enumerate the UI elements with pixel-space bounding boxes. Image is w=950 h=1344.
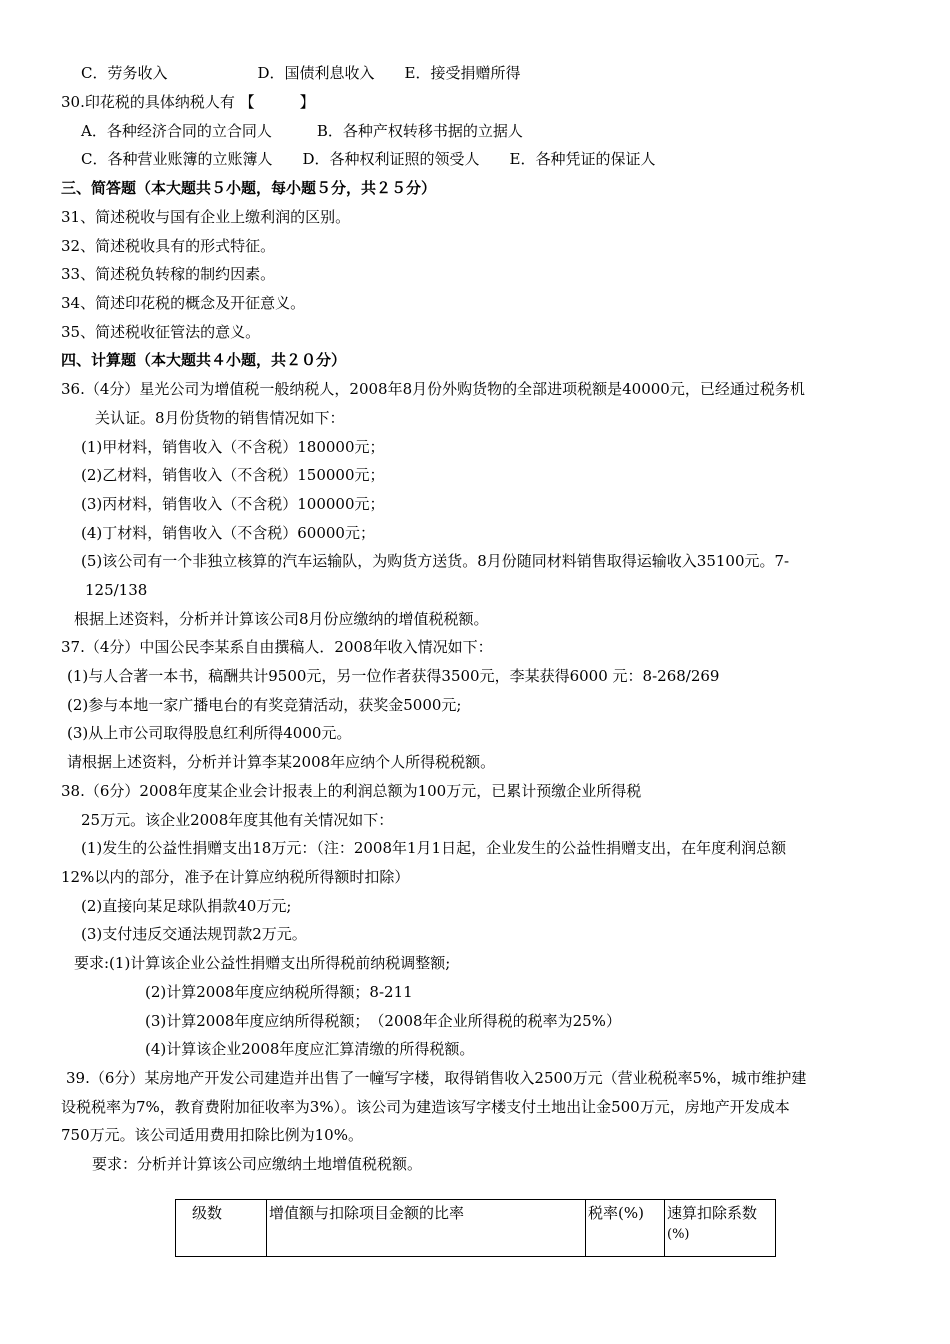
section-heading-short-answer: 三、简答题（本大题共５小题，每小题５分，共２５分）: [61, 179, 437, 197]
question-39-cont-2: 750万元。该公司适用费用扣除比例为10%。: [61, 1126, 363, 1144]
question-37-item-2: (2)参与本地一家广播电台的有奖竞猜活动，获奖金5000元;: [67, 696, 462, 714]
question-39: 39.（6分）某房地产开发公司建造并出售了一幢写字楼，取得销售收入2500万元（营业税税率5%，城市维护建: [66, 1069, 807, 1087]
question-36: 36.（4分）星光公司为增值税一般纳税人，2008年8月份外购货物的全部进项税额是40000元，已经通过税务机: [61, 380, 805, 398]
header-quick-deduction: [665, 1200, 776, 1257]
question-32: 32、简述税收具有的形式特征。: [61, 237, 276, 255]
tax-rate-table: [175, 1199, 776, 1257]
header-level: 级数: [176, 1200, 267, 1257]
question-38-requirement-2: (2)计算2008年度应纳税所得额；8-211: [145, 983, 413, 1001]
question-36-item-1: (1)甲材料，销售收入（不含税）180000元；: [81, 438, 385, 456]
option-line-30-cde: C．各种营业账簿的立账簿人 D．各种权利证照的领受人 E．各种凭证的保证人: [81, 150, 656, 168]
question-36-cont: 关认证。8月份货物的销售情况如下：: [95, 409, 345, 427]
question-37-requirement: 请根据上述资料，分析并计算李某2008年应纳个人所得税税额。: [67, 753, 496, 771]
header-quick-deduction-label: 速算扣除系数: [667, 1204, 758, 1222]
question-39-requirement: 要求：分析并计算该公司应缴纳土地增值税税额。: [92, 1155, 423, 1173]
question-37-item-3: (3)从上市公司取得股息红利所得4000元。: [67, 724, 352, 742]
question-38-requirement-4: (4)计算该企业2008年度应汇算清缴的所得税额。: [145, 1040, 475, 1058]
question-31: 31、简述税收与国有企业上缴利润的区别。: [61, 208, 351, 226]
table-header-row: [176, 1200, 776, 1257]
question-36-item-5-cont: 125/138: [85, 581, 148, 599]
header-quick-deduction-unit: (%): [667, 1227, 690, 1242]
option-line-29-cde: C．劳务收入 D．国债利息收入 E．接受捐赠所得: [81, 64, 521, 82]
option-line-30-ab: A．各种经济合同的立合同人 B．各种产权转移书据的立据人: [81, 122, 523, 140]
question-33: 33、简述税负转稼的制约因素。: [61, 265, 276, 283]
question-36-item-3: (3)丙材料，销售收入（不含税）100000元；: [81, 495, 385, 513]
question-38-item-3: (3)支付违反交通法规罚款2万元。: [81, 925, 307, 943]
section-heading-calculation: 四、计算题（本大题共４小题，共２０分）: [61, 351, 347, 369]
question-36-item-2: (2)乙材料，销售收入（不含税）150000元；: [81, 466, 385, 484]
question-30: 30.印花税的具体纳税人有 【 】: [61, 93, 315, 111]
question-35: 35、简述税收征管法的意义。: [61, 323, 261, 341]
header-ratio: 增值额与扣除项目金额的比率: [267, 1200, 586, 1257]
question-38-requirement-3: (3)计算2008年度应纳所得税额； （2008年企业所得税的税率为25%）: [145, 1012, 621, 1030]
question-36-item-5: (5)该公司有一个非独立核算的汽车运输队，为购货方送货。8月份随同材料销售取得运输收入35100元。7-: [81, 552, 790, 570]
question-36-item-4: (4)丁材料，销售收入（不含税）60000元；: [81, 524, 375, 542]
question-39-cont-1: 设税税率为7%，教育费附加征收率为3%）。该公司为建造该写字楼支付土地出让金500万元，房地产开发成本: [61, 1098, 790, 1116]
question-38-item-1-cont: 12%以内的部分，准予在计算应纳税所得额时扣除）: [61, 868, 410, 886]
question-37: 37.（4分）中国公民李某系自由撰稿人．2008年收入情况如下：: [61, 638, 493, 656]
question-38-item-2: (2)直接向某足球队捐款40万元;: [81, 897, 292, 915]
question-36-requirement: 根据上述资料，分析并计算该公司8月份应缴纳的增值税税额。: [74, 610, 489, 628]
question-38-cont: 25万元。该企业2008年度其他有关情况如下：: [81, 811, 394, 829]
question-38: 38.（6分）2008年度某企业会计报表上的利润总额为100万元，已累计预缴企业所得税: [61, 782, 642, 800]
question-38-requirement-1: 要求:(1)计算该企业公益性捐赠支出所得税前纳税调整额;: [74, 954, 451, 972]
question-34: 34、简述印花税的概念及开征意义。: [61, 294, 306, 312]
header-tax-rate: 税率(%): [586, 1200, 665, 1257]
question-38-item-1: (1)发生的公益性捐赠支出18万元：（注：2008年1月1日起，企业发生的公益性捐赠支出，在年度利润总额: [81, 839, 787, 857]
question-37-item-1: (1)与人合著一本书，稿酬共计9500元，另一位作者获得3500元，李某获得6000 元：8-268/269: [67, 667, 720, 685]
